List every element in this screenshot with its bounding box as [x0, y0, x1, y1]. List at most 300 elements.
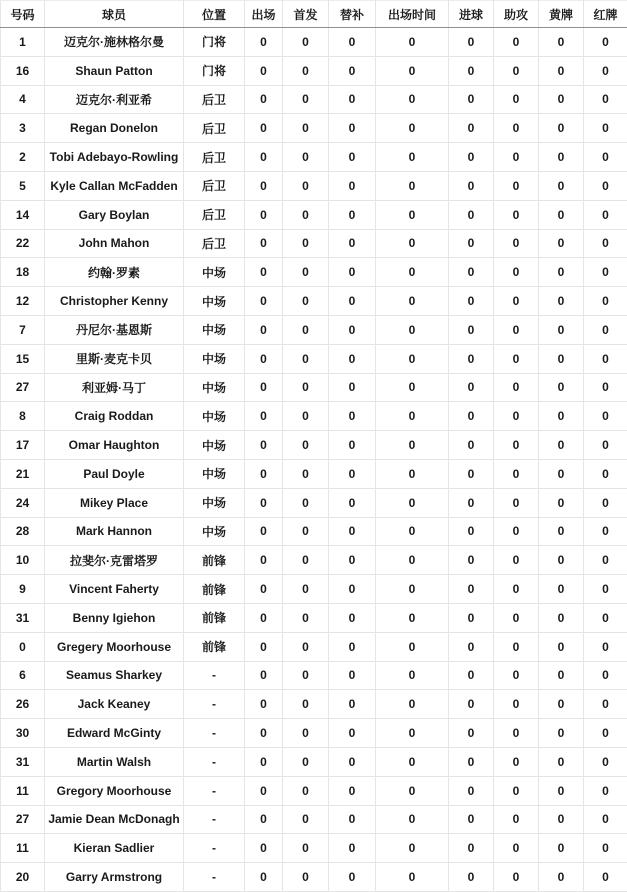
- cell-starts: 0: [283, 863, 329, 892]
- cell-red_cards: 0: [584, 143, 627, 172]
- cell-starts: 0: [283, 776, 329, 805]
- cell-player: Garry Armstrong: [45, 863, 184, 892]
- cell-position: 中场: [184, 315, 245, 344]
- cell-starts: 0: [283, 402, 329, 431]
- cell-number: 8: [1, 402, 45, 431]
- cell-goals: 0: [449, 747, 494, 776]
- cell-position: 门将: [184, 56, 245, 85]
- cell-player: Tobi Adebayo-Rowling: [45, 143, 184, 172]
- cell-player: Christopher Kenny: [45, 287, 184, 316]
- cell-player: Jamie Dean McDonagh: [45, 805, 184, 834]
- cell-number: 6: [1, 661, 45, 690]
- cell-minutes: 0: [376, 632, 449, 661]
- cell-appearances: 0: [245, 287, 283, 316]
- cell-starts: 0: [283, 56, 329, 85]
- column-header-number: 号码: [1, 1, 45, 28]
- table-row: [1, 747, 627, 776]
- cell-minutes: 0: [376, 344, 449, 373]
- table-row: [1, 575, 627, 604]
- cell-position: 中场: [184, 258, 245, 287]
- cell-number: 9: [1, 575, 45, 604]
- cell-appearances: 0: [245, 28, 283, 57]
- cell-assists: 0: [494, 85, 539, 114]
- cell-position: -: [184, 747, 245, 776]
- cell-subs: 0: [329, 863, 376, 892]
- cell-subs: 0: [329, 200, 376, 229]
- cell-minutes: 0: [376, 315, 449, 344]
- cell-yellow_cards: 0: [539, 603, 584, 632]
- cell-starts: 0: [283, 719, 329, 748]
- table-header: [1, 1, 627, 28]
- cell-subs: 0: [329, 546, 376, 575]
- table-row: [1, 258, 627, 287]
- cell-goals: 0: [449, 402, 494, 431]
- cell-assists: 0: [494, 690, 539, 719]
- cell-number: 27: [1, 805, 45, 834]
- cell-red_cards: 0: [584, 575, 627, 604]
- cell-yellow_cards: 0: [539, 863, 584, 892]
- cell-red_cards: 0: [584, 632, 627, 661]
- cell-number: 27: [1, 373, 45, 402]
- cell-subs: 0: [329, 488, 376, 517]
- column-header-subs: 替补: [329, 1, 376, 28]
- cell-goals: 0: [449, 805, 494, 834]
- cell-player: 迈克尔·施林格尔曼: [45, 28, 184, 57]
- table-row: [1, 171, 627, 200]
- cell-starts: 0: [283, 805, 329, 834]
- cell-appearances: 0: [245, 56, 283, 85]
- cell-yellow_cards: 0: [539, 834, 584, 863]
- cell-appearances: 0: [245, 603, 283, 632]
- cell-appearances: 0: [245, 863, 283, 892]
- cell-yellow_cards: 0: [539, 747, 584, 776]
- cell-goals: 0: [449, 171, 494, 200]
- cell-minutes: 0: [376, 834, 449, 863]
- cell-subs: 0: [329, 690, 376, 719]
- cell-position: -: [184, 834, 245, 863]
- cell-subs: 0: [329, 28, 376, 57]
- cell-appearances: 0: [245, 171, 283, 200]
- cell-player: Paul Doyle: [45, 459, 184, 488]
- cell-appearances: 0: [245, 719, 283, 748]
- cell-assists: 0: [494, 863, 539, 892]
- cell-number: 26: [1, 690, 45, 719]
- cell-number: 17: [1, 431, 45, 460]
- cell-goals: 0: [449, 459, 494, 488]
- cell-position: 中场: [184, 488, 245, 517]
- cell-assists: 0: [494, 315, 539, 344]
- cell-position: 后卫: [184, 229, 245, 258]
- cell-red_cards: 0: [584, 56, 627, 85]
- cell-yellow_cards: 0: [539, 575, 584, 604]
- table-row: [1, 546, 627, 575]
- cell-position: 后卫: [184, 143, 245, 172]
- table-row: [1, 719, 627, 748]
- cell-minutes: 0: [376, 28, 449, 57]
- cell-player: Mark Hannon: [45, 517, 184, 546]
- cell-red_cards: 0: [584, 690, 627, 719]
- cell-appearances: 0: [245, 315, 283, 344]
- table-row: [1, 287, 627, 316]
- cell-number: 0: [1, 632, 45, 661]
- cell-goals: 0: [449, 143, 494, 172]
- cell-goals: 0: [449, 431, 494, 460]
- cell-minutes: 0: [376, 776, 449, 805]
- cell-minutes: 0: [376, 431, 449, 460]
- cell-player: 丹尼尔·基恩斯: [45, 315, 184, 344]
- table-row: [1, 488, 627, 517]
- cell-appearances: 0: [245, 229, 283, 258]
- table-row: [1, 373, 627, 402]
- cell-appearances: 0: [245, 402, 283, 431]
- cell-position: 前锋: [184, 575, 245, 604]
- cell-yellow_cards: 0: [539, 114, 584, 143]
- cell-starts: 0: [283, 690, 329, 719]
- cell-assists: 0: [494, 229, 539, 258]
- cell-minutes: 0: [376, 114, 449, 143]
- cell-goals: 0: [449, 603, 494, 632]
- cell-player: Seamus Sharkey: [45, 661, 184, 690]
- cell-subs: 0: [329, 402, 376, 431]
- cell-player: Regan Donelon: [45, 114, 184, 143]
- table-row: [1, 834, 627, 863]
- cell-player: 利亚姆·马丁: [45, 373, 184, 402]
- cell-number: 30: [1, 719, 45, 748]
- cell-starts: 0: [283, 661, 329, 690]
- cell-subs: 0: [329, 459, 376, 488]
- cell-subs: 0: [329, 85, 376, 114]
- table-body: [1, 28, 627, 892]
- table-row: [1, 776, 627, 805]
- cell-position: -: [184, 805, 245, 834]
- cell-starts: 0: [283, 143, 329, 172]
- cell-yellow_cards: 0: [539, 28, 584, 57]
- cell-player: 里斯·麦克卡贝: [45, 344, 184, 373]
- cell-goals: 0: [449, 200, 494, 229]
- cell-minutes: 0: [376, 459, 449, 488]
- cell-red_cards: 0: [584, 258, 627, 287]
- cell-red_cards: 0: [584, 200, 627, 229]
- cell-yellow_cards: 0: [539, 143, 584, 172]
- cell-starts: 0: [283, 258, 329, 287]
- cell-subs: 0: [329, 661, 376, 690]
- cell-assists: 0: [494, 287, 539, 316]
- cell-assists: 0: [494, 28, 539, 57]
- cell-minutes: 0: [376, 85, 449, 114]
- cell-starts: 0: [283, 28, 329, 57]
- cell-number: 1: [1, 28, 45, 57]
- cell-red_cards: 0: [584, 287, 627, 316]
- cell-assists: 0: [494, 258, 539, 287]
- cell-assists: 0: [494, 834, 539, 863]
- cell-number: 15: [1, 344, 45, 373]
- cell-goals: 0: [449, 28, 494, 57]
- cell-yellow_cards: 0: [539, 200, 584, 229]
- cell-position: 中场: [184, 431, 245, 460]
- cell-subs: 0: [329, 834, 376, 863]
- cell-assists: 0: [494, 171, 539, 200]
- table-row: [1, 805, 627, 834]
- cell-number: 28: [1, 517, 45, 546]
- cell-starts: 0: [283, 431, 329, 460]
- cell-subs: 0: [329, 344, 376, 373]
- cell-yellow_cards: 0: [539, 459, 584, 488]
- table-row: [1, 431, 627, 460]
- cell-appearances: 0: [245, 258, 283, 287]
- cell-appearances: 0: [245, 114, 283, 143]
- cell-starts: 0: [283, 114, 329, 143]
- cell-goals: 0: [449, 373, 494, 402]
- table-row: [1, 114, 627, 143]
- column-header-yellow-cards: 黄牌: [539, 1, 584, 28]
- cell-appearances: 0: [245, 805, 283, 834]
- cell-appearances: 0: [245, 85, 283, 114]
- cell-number: 31: [1, 747, 45, 776]
- cell-position: 中场: [184, 373, 245, 402]
- cell-player: Jack Keaney: [45, 690, 184, 719]
- cell-goals: 0: [449, 344, 494, 373]
- table-row: [1, 603, 627, 632]
- cell-appearances: 0: [245, 747, 283, 776]
- cell-red_cards: 0: [584, 28, 627, 57]
- cell-subs: 0: [329, 431, 376, 460]
- cell-minutes: 0: [376, 171, 449, 200]
- cell-number: 7: [1, 315, 45, 344]
- cell-subs: 0: [329, 373, 376, 402]
- cell-assists: 0: [494, 517, 539, 546]
- cell-yellow_cards: 0: [539, 56, 584, 85]
- cell-red_cards: 0: [584, 373, 627, 402]
- cell-subs: 0: [329, 632, 376, 661]
- table-row: [1, 56, 627, 85]
- cell-goals: 0: [449, 661, 494, 690]
- column-header-minutes: 出场时间: [376, 1, 449, 28]
- cell-subs: 0: [329, 776, 376, 805]
- cell-subs: 0: [329, 719, 376, 748]
- cell-number: 18: [1, 258, 45, 287]
- cell-number: 16: [1, 56, 45, 85]
- cell-appearances: 0: [245, 517, 283, 546]
- table-row: [1, 143, 627, 172]
- cell-assists: 0: [494, 200, 539, 229]
- cell-player: 拉斐尔·克雷塔罗: [45, 546, 184, 575]
- cell-subs: 0: [329, 114, 376, 143]
- cell-goals: 0: [449, 834, 494, 863]
- cell-position: 后卫: [184, 200, 245, 229]
- cell-position: 门将: [184, 28, 245, 57]
- cell-red_cards: 0: [584, 402, 627, 431]
- cell-position: -: [184, 719, 245, 748]
- cell-number: 21: [1, 459, 45, 488]
- cell-player: Gary Boylan: [45, 200, 184, 229]
- cell-starts: 0: [283, 546, 329, 575]
- cell-number: 5: [1, 171, 45, 200]
- cell-appearances: 0: [245, 459, 283, 488]
- cell-starts: 0: [283, 575, 329, 604]
- cell-goals: 0: [449, 56, 494, 85]
- table-row: [1, 690, 627, 719]
- cell-player: 迈克尔·利亚希: [45, 85, 184, 114]
- cell-assists: 0: [494, 603, 539, 632]
- column-header-position: 位置: [184, 1, 245, 28]
- cell-number: 31: [1, 603, 45, 632]
- cell-assists: 0: [494, 661, 539, 690]
- cell-goals: 0: [449, 863, 494, 892]
- cell-red_cards: 0: [584, 661, 627, 690]
- column-header-appearances: 出场: [245, 1, 283, 28]
- cell-minutes: 0: [376, 258, 449, 287]
- cell-assists: 0: [494, 747, 539, 776]
- cell-goals: 0: [449, 690, 494, 719]
- cell-player: 约翰·罗素: [45, 258, 184, 287]
- cell-subs: 0: [329, 747, 376, 776]
- cell-red_cards: 0: [584, 114, 627, 143]
- cell-red_cards: 0: [584, 171, 627, 200]
- cell-appearances: 0: [245, 344, 283, 373]
- cell-minutes: 0: [376, 488, 449, 517]
- cell-goals: 0: [449, 517, 494, 546]
- cell-starts: 0: [283, 747, 329, 776]
- cell-minutes: 0: [376, 287, 449, 316]
- cell-assists: 0: [494, 431, 539, 460]
- cell-minutes: 0: [376, 143, 449, 172]
- cell-red_cards: 0: [584, 85, 627, 114]
- cell-assists: 0: [494, 632, 539, 661]
- cell-number: 2: [1, 143, 45, 172]
- cell-goals: 0: [449, 315, 494, 344]
- cell-player: Gregory Moorhouse: [45, 776, 184, 805]
- cell-minutes: 0: [376, 546, 449, 575]
- cell-red_cards: 0: [584, 834, 627, 863]
- cell-position: 后卫: [184, 171, 245, 200]
- cell-minutes: 0: [376, 863, 449, 892]
- cell-number: 14: [1, 200, 45, 229]
- cell-red_cards: 0: [584, 719, 627, 748]
- table-row: [1, 402, 627, 431]
- cell-appearances: 0: [245, 776, 283, 805]
- table-row: [1, 85, 627, 114]
- cell-minutes: 0: [376, 56, 449, 85]
- cell-yellow_cards: 0: [539, 632, 584, 661]
- cell-goals: 0: [449, 114, 494, 143]
- cell-appearances: 0: [245, 690, 283, 719]
- cell-appearances: 0: [245, 546, 283, 575]
- cell-goals: 0: [449, 632, 494, 661]
- cell-minutes: 0: [376, 517, 449, 546]
- cell-starts: 0: [283, 287, 329, 316]
- table-row: [1, 863, 627, 892]
- cell-player: Gregery Moorhouse: [45, 632, 184, 661]
- cell-yellow_cards: 0: [539, 85, 584, 114]
- cell-number: 3: [1, 114, 45, 143]
- cell-minutes: 0: [376, 719, 449, 748]
- cell-red_cards: 0: [584, 747, 627, 776]
- cell-appearances: 0: [245, 373, 283, 402]
- cell-position: 中场: [184, 517, 245, 546]
- cell-goals: 0: [449, 719, 494, 748]
- cell-assists: 0: [494, 805, 539, 834]
- cell-red_cards: 0: [584, 805, 627, 834]
- cell-yellow_cards: 0: [539, 344, 584, 373]
- cell-yellow_cards: 0: [539, 373, 584, 402]
- cell-goals: 0: [449, 85, 494, 114]
- cell-number: 4: [1, 85, 45, 114]
- cell-appearances: 0: [245, 143, 283, 172]
- cell-starts: 0: [283, 85, 329, 114]
- cell-appearances: 0: [245, 575, 283, 604]
- cell-position: -: [184, 661, 245, 690]
- cell-red_cards: 0: [584, 431, 627, 460]
- cell-subs: 0: [329, 171, 376, 200]
- cell-starts: 0: [283, 373, 329, 402]
- cell-assists: 0: [494, 344, 539, 373]
- cell-position: 后卫: [184, 85, 245, 114]
- cell-yellow_cards: 0: [539, 171, 584, 200]
- cell-number: 10: [1, 546, 45, 575]
- cell-position: 前锋: [184, 603, 245, 632]
- cell-position: -: [184, 776, 245, 805]
- cell-subs: 0: [329, 258, 376, 287]
- cell-yellow_cards: 0: [539, 431, 584, 460]
- cell-red_cards: 0: [584, 546, 627, 575]
- cell-starts: 0: [283, 344, 329, 373]
- cell-position: 中场: [184, 287, 245, 316]
- cell-player: Edward McGinty: [45, 719, 184, 748]
- column-header-goals: 进球: [449, 1, 494, 28]
- cell-appearances: 0: [245, 834, 283, 863]
- cell-red_cards: 0: [584, 517, 627, 546]
- column-header-assists: 助攻: [494, 1, 539, 28]
- cell-appearances: 0: [245, 200, 283, 229]
- cell-minutes: 0: [376, 229, 449, 258]
- cell-starts: 0: [283, 200, 329, 229]
- cell-appearances: 0: [245, 488, 283, 517]
- cell-minutes: 0: [376, 200, 449, 229]
- cell-minutes: 0: [376, 373, 449, 402]
- cell-subs: 0: [329, 287, 376, 316]
- cell-starts: 0: [283, 229, 329, 258]
- cell-number: 12: [1, 287, 45, 316]
- cell-yellow_cards: 0: [539, 776, 584, 805]
- cell-assists: 0: [494, 488, 539, 517]
- cell-red_cards: 0: [584, 459, 627, 488]
- table-row: [1, 28, 627, 57]
- header-row: [1, 1, 627, 28]
- cell-subs: 0: [329, 575, 376, 604]
- cell-starts: 0: [283, 517, 329, 546]
- cell-yellow_cards: 0: [539, 690, 584, 719]
- cell-yellow_cards: 0: [539, 719, 584, 748]
- cell-red_cards: 0: [584, 344, 627, 373]
- cell-goals: 0: [449, 229, 494, 258]
- table-row: [1, 661, 627, 690]
- cell-subs: 0: [329, 56, 376, 85]
- cell-assists: 0: [494, 575, 539, 604]
- cell-position: 前锋: [184, 546, 245, 575]
- cell-appearances: 0: [245, 431, 283, 460]
- table-row: [1, 344, 627, 373]
- cell-number: 24: [1, 488, 45, 517]
- cell-position: 前锋: [184, 632, 245, 661]
- cell-assists: 0: [494, 546, 539, 575]
- cell-assists: 0: [494, 114, 539, 143]
- cell-assists: 0: [494, 143, 539, 172]
- cell-red_cards: 0: [584, 776, 627, 805]
- cell-minutes: 0: [376, 805, 449, 834]
- cell-subs: 0: [329, 805, 376, 834]
- cell-number: 20: [1, 863, 45, 892]
- cell-goals: 0: [449, 287, 494, 316]
